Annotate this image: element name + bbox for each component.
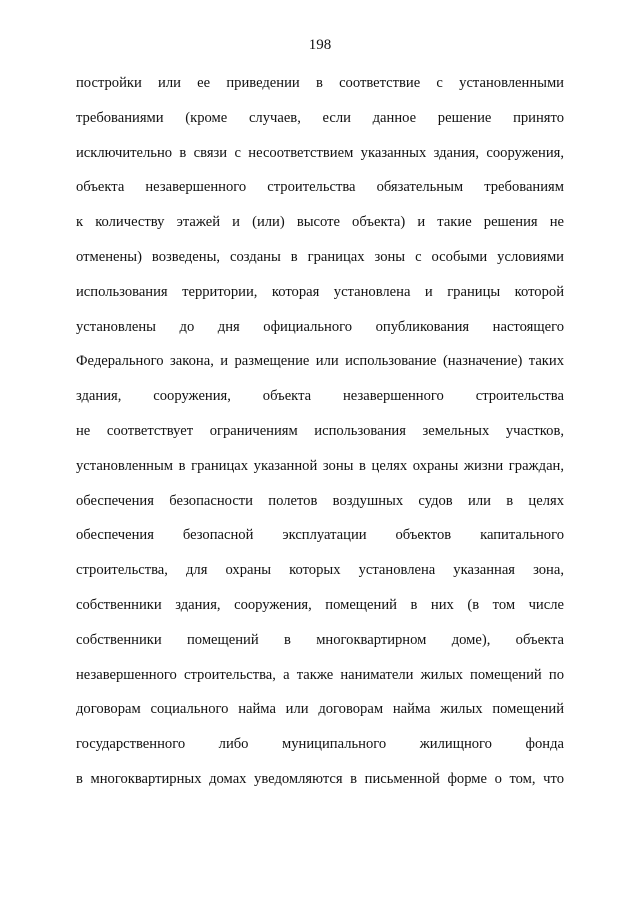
text-line: обеспечения безопасной эксплуатации объектов капитального [76,527,564,544]
text-line: строительства, для охраны которых установлена указанная зона, [76,562,564,579]
text-line: незавершенного строительства, а также наниматели жилых помещений по [76,666,564,683]
text-line: собственники помещений в многоквартирном доме), объекта [76,631,564,648]
text-line: обеспечения безопасности полетов воздушных судов или в целях [76,492,564,509]
text-line: Федерального закона, и размещение или использование (назначение) таких [76,353,564,370]
text-line: требованиями (кроме случаев, если данное решение принято [76,109,564,126]
text-line: собственники здания, сооружения, помещений в них (в том числе [76,596,564,613]
text-line: не соответствует ограничениям использования земельных участков, [76,422,564,439]
text-line: отменены) возведены, созданы в границах зоны с особыми условиями [76,248,564,265]
text-line: установлены до дня официального опубликования настоящего [76,318,564,335]
page-number: 198 [308,37,332,53]
text-line: постройки или ее приведении в соответствие с установленными [76,75,564,91]
text-line: исключительно в связи с несоответствием указанных здания, сооружения, [76,144,564,161]
body-text [76,72,564,803]
text-line: договорам социального найма или договорам найма жилых помещений [76,701,564,718]
text-line: использования территории, которая установлена и границы которой [76,283,564,300]
text-line: государственного либо муниципального жилищного фонда [76,736,564,753]
text-line: установленным в границах указанной зоны в целях охраны жизни граждан, [76,457,564,474]
text-line: объекта незавершенного строительства обязательным требованиям [76,179,564,196]
text-line: в многоквартирных домах уведомляются в письменной форме о том, что [76,770,564,787]
text-line: здания, сооружения, объекта незавершенного строительства [76,388,564,405]
text-line: к количеству этажей и (или) высоте объекта) и такие решения не [76,214,564,231]
